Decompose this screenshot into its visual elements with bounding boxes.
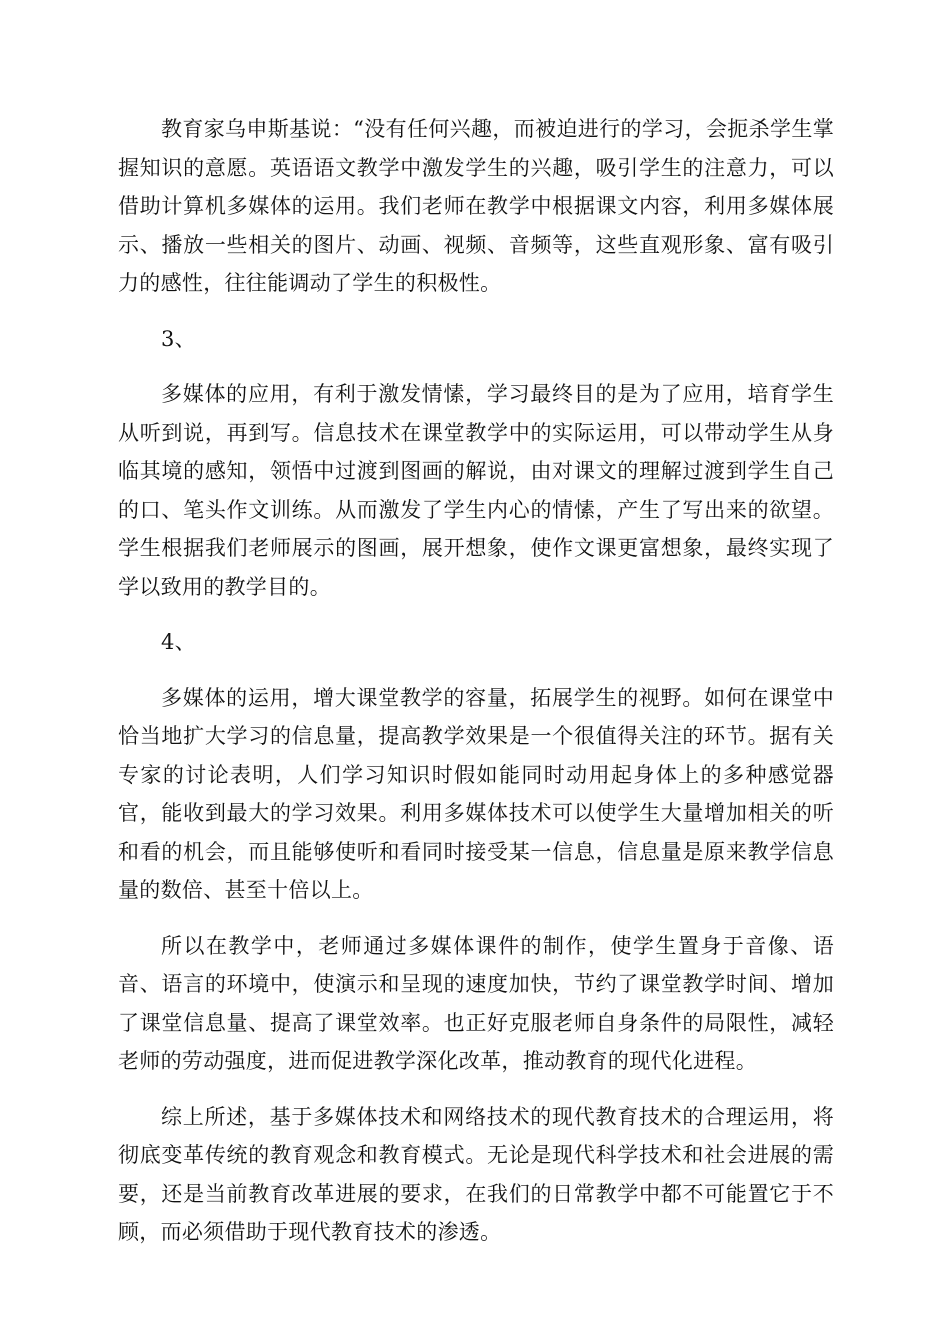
paragraph-interest: 教育家乌申斯基说：“没有任何兴趣，而被迫进行的学习，会扼杀学生掌握知识的意愿。英语语文教学中激发学生的兴趣，吸引学生的注意力，可以借助计算机多媒体的运用。我们老师在教学中根据课文内容，利用多媒体展示、播放一些相关的图片、动画、视频、音频等，这些直观形象、富有吸引力的感性，往往能调动了学生的积极性。: [118, 117, 834, 295]
paragraph-capacity: 多媒体的运用，增大课堂教学的容量，拓展学生的视野。如何在课堂中恰当地扩大学习的信息量，提高教学效果是一个很值得关注的环节。据有关专家的讨论表明，人们学习知识时假如能同时动用起身体上的多种感觉器官，能收到最大的学习效果。利用多媒体技术可以使学生大量增加相关的听和看的机会，而且能够使听和看同时接受某一信息，信息量是原来教学信息量的数倍、甚至十倍以上。: [118, 685, 834, 902]
document-body: [118, 110, 834, 1269]
section-number-3: 3、: [161, 326, 196, 351]
paragraph-emotion: 多媒体的应用，有利于激发情愫，学习最终目的是为了应用，培育学生从听到说，再到写。信息技术在课堂教学中的实际运用，可以带动学生从身临其境的感知，领悟中过渡到图画的解说，由对课文的理解过渡到学生自己的口、笔头作文训练。从而激发了学生内心的情愫，产生了写出来的欲望。学生根据我们老师展示的图画，展开想象，使作文课更富想象，最终实现了学以致用的教学目的。: [118, 382, 834, 599]
section-number-4: 4、: [161, 630, 196, 654]
paragraph-courseware: 所以在教学中，老师通过多媒体课件的制作，使学生置身于音像、语音、语言的环境中，使演示和呈现的速度加快，节约了课堂教学时间、增加了课堂信息量、提高了课堂效率。也正好克服老师自身条件的局限性，减轻老师的劳动强度，进而促进教学深化改革，推动教育的现代化进程。: [118, 933, 834, 1073]
paragraph-conclusion: 综上所述，基于多媒体技术和网络技术的现代教育技术的合理运用，将彻底变革传统的教育观念和教育模式。无论是现代科学技术和社会进展的需要，还是当前教育改革进展的要求，在我们的日常教学中都不可能置它于不顾，而必须借助于现代教育技术的渗透。: [118, 1104, 834, 1244]
